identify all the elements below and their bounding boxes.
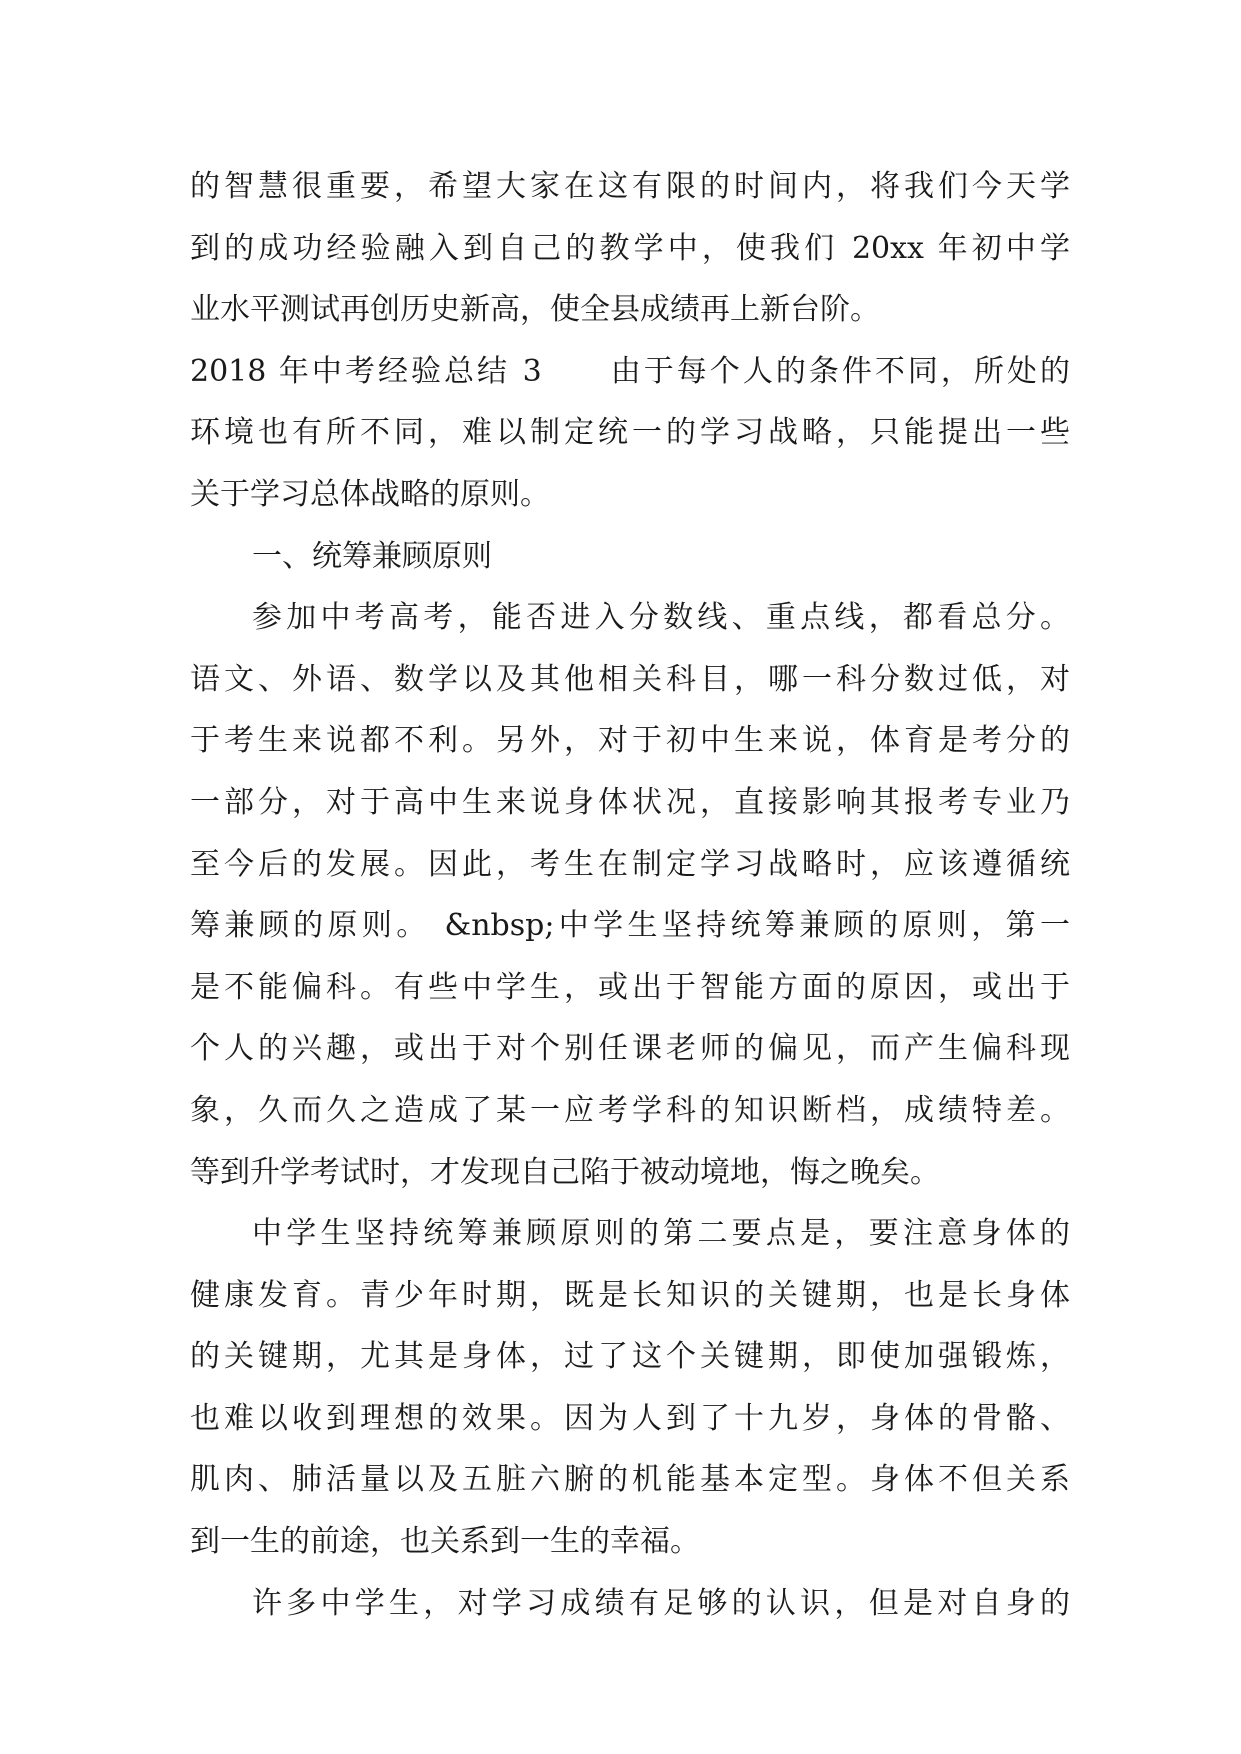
text-line: 象，久而久之造成了某一应考学科的知识断档，成绩特差。	[190, 1092, 1070, 1128]
text-line: 参加中考高考，能否进入分数线、重点线，都看总分。	[252, 600, 1070, 636]
text-line: 语文、外语、数学以及其他相关科目，哪一科分数过低，对	[190, 661, 1070, 697]
text-line: 到一生的前途，也关系到一生的幸福。	[190, 1524, 700, 1560]
text-line: 个人的兴趣，或出于对个别任课老师的偏见，而产生偏科现	[190, 1031, 1070, 1067]
text-line: 的智慧很重要，希望大家在这有限的时间内，将我们今天学	[190, 169, 1070, 204]
text-line: 肌肉、肺活量以及五脏六腑的机能基本定型。身体不但关系	[190, 1462, 1070, 1498]
text-line: 至今后的发展。因此，考生在制定学习战略时，应该遵循统	[190, 846, 1070, 882]
text-line: 等到升学考试时，才发现自己陷于被动境地，悔之晚矣。	[190, 1154, 940, 1190]
text-line: 于考生来说都不利。另外，对于初中生来说，体育是考分的	[190, 723, 1070, 759]
body-text	[190, 156, 1070, 1634]
text-line: 业水平测试再创历史新高，使全县成绩再上新台阶。	[190, 292, 880, 328]
text-line: 是不能偏科。有些中学生，或出于智能方面的原因，或出于	[190, 969, 1070, 1005]
text-line: 关于学习总体战略的原则。	[190, 476, 550, 512]
subheading: 一、统筹兼顾原则	[252, 538, 492, 574]
section-title-line: 2018 年中考经验总结 3 由于每个人的条件不同，所处的	[190, 353, 1070, 389]
text-line: 一部分，对于高中生来说身体状况，直接影响其报考专业乃	[190, 784, 1070, 820]
text-line: 中学生坚持统筹兼顾原则的第二要点是，要注意身体的	[252, 1216, 1070, 1252]
text-line: 到的成功经验融入到自己的教学中，使我们 20xx 年初中学	[190, 230, 1070, 266]
text-line: 也难以收到理想的效果。因为人到了十九岁，身体的骨骼、	[190, 1400, 1070, 1436]
text-line: 的关键期，尤其是身体，过了这个关键期，即使加强锻炼，	[190, 1339, 1070, 1375]
text-line: 环境也有所不同，难以制定统一的学习战略，只能提出一些	[190, 415, 1070, 451]
text-line: 许多中学生，对学习成绩有足够的认识，但是对自身的	[252, 1585, 1070, 1621]
text-line: 筹兼顾的原则。 &nbsp;中学生坚持统筹兼顾的原则，第一	[190, 908, 1070, 944]
text-line: 健康发育。青少年时期，既是长知识的关键期，也是长身体	[190, 1277, 1070, 1313]
